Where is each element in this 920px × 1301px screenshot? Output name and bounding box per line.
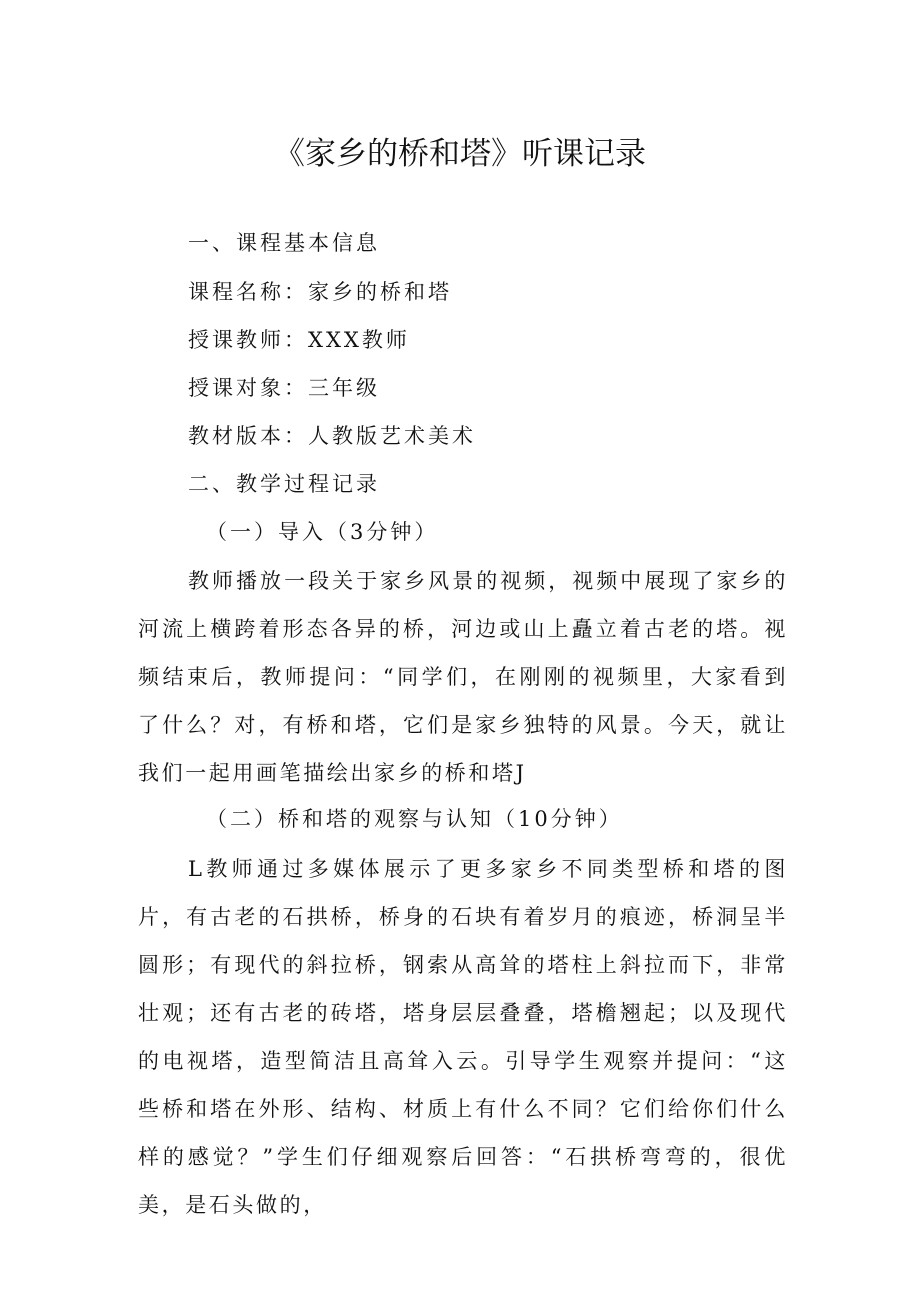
textbook-line: 教材版本：人教版艺术美术 [188,424,476,448]
section-heading-basic-info: 一、课程基本信息 [188,231,380,255]
subsection-heading-intro: （一）导入（3分钟） [206,520,439,544]
document-title: 《家乡的桥和塔》听课记录 [274,136,646,172]
teacher-line: 授课教师：XXX教师 [188,328,410,352]
intro-paragraph: 教师播放一段关于家乡风景的视频，视频中展现了家乡的河流上横跨着形态各异的桥，河边或山上矗立着古老的塔。视频结束后，教师提问：“同学们，在刚刚的视频里，大家看到了什么？对，有桥和塔，它们是家乡独特的风景。今天，就让我们一起用画笔描绘出家乡的桥和塔J [138,569,788,785]
subsection-heading-observation: （二）桥和塔的观察与认知（10分钟） [206,807,623,831]
section-heading-teaching-process: 二、教学过程记录 [188,472,380,496]
observation-paragraph: L教师通过多媒体展示了更多家乡不同类型桥和塔的图片，有古老的石拱桥，桥身的石块有着岁月的痕迹，桥洞呈半圆形；有现代的斜拉桥，钢索从高耸的塔柱上斜拉而下，非常壮观；还有古老的砖塔，塔身层层叠叠，塔檐翘起；以及现代的电视塔，造型简洁且高耸入云。引导学生观察并提问：“这些桥和塔在外形、结构、材质上有什么不同？它们给你们什么样的感觉？”学生们仔细观察后回答：“石拱桥弯弯的，很优美，是石头做的， [138,857,788,1217]
course-name-line: 课程名称：家乡的桥和塔 [188,280,452,304]
audience-line: 授课对象：三年级 [188,376,380,400]
